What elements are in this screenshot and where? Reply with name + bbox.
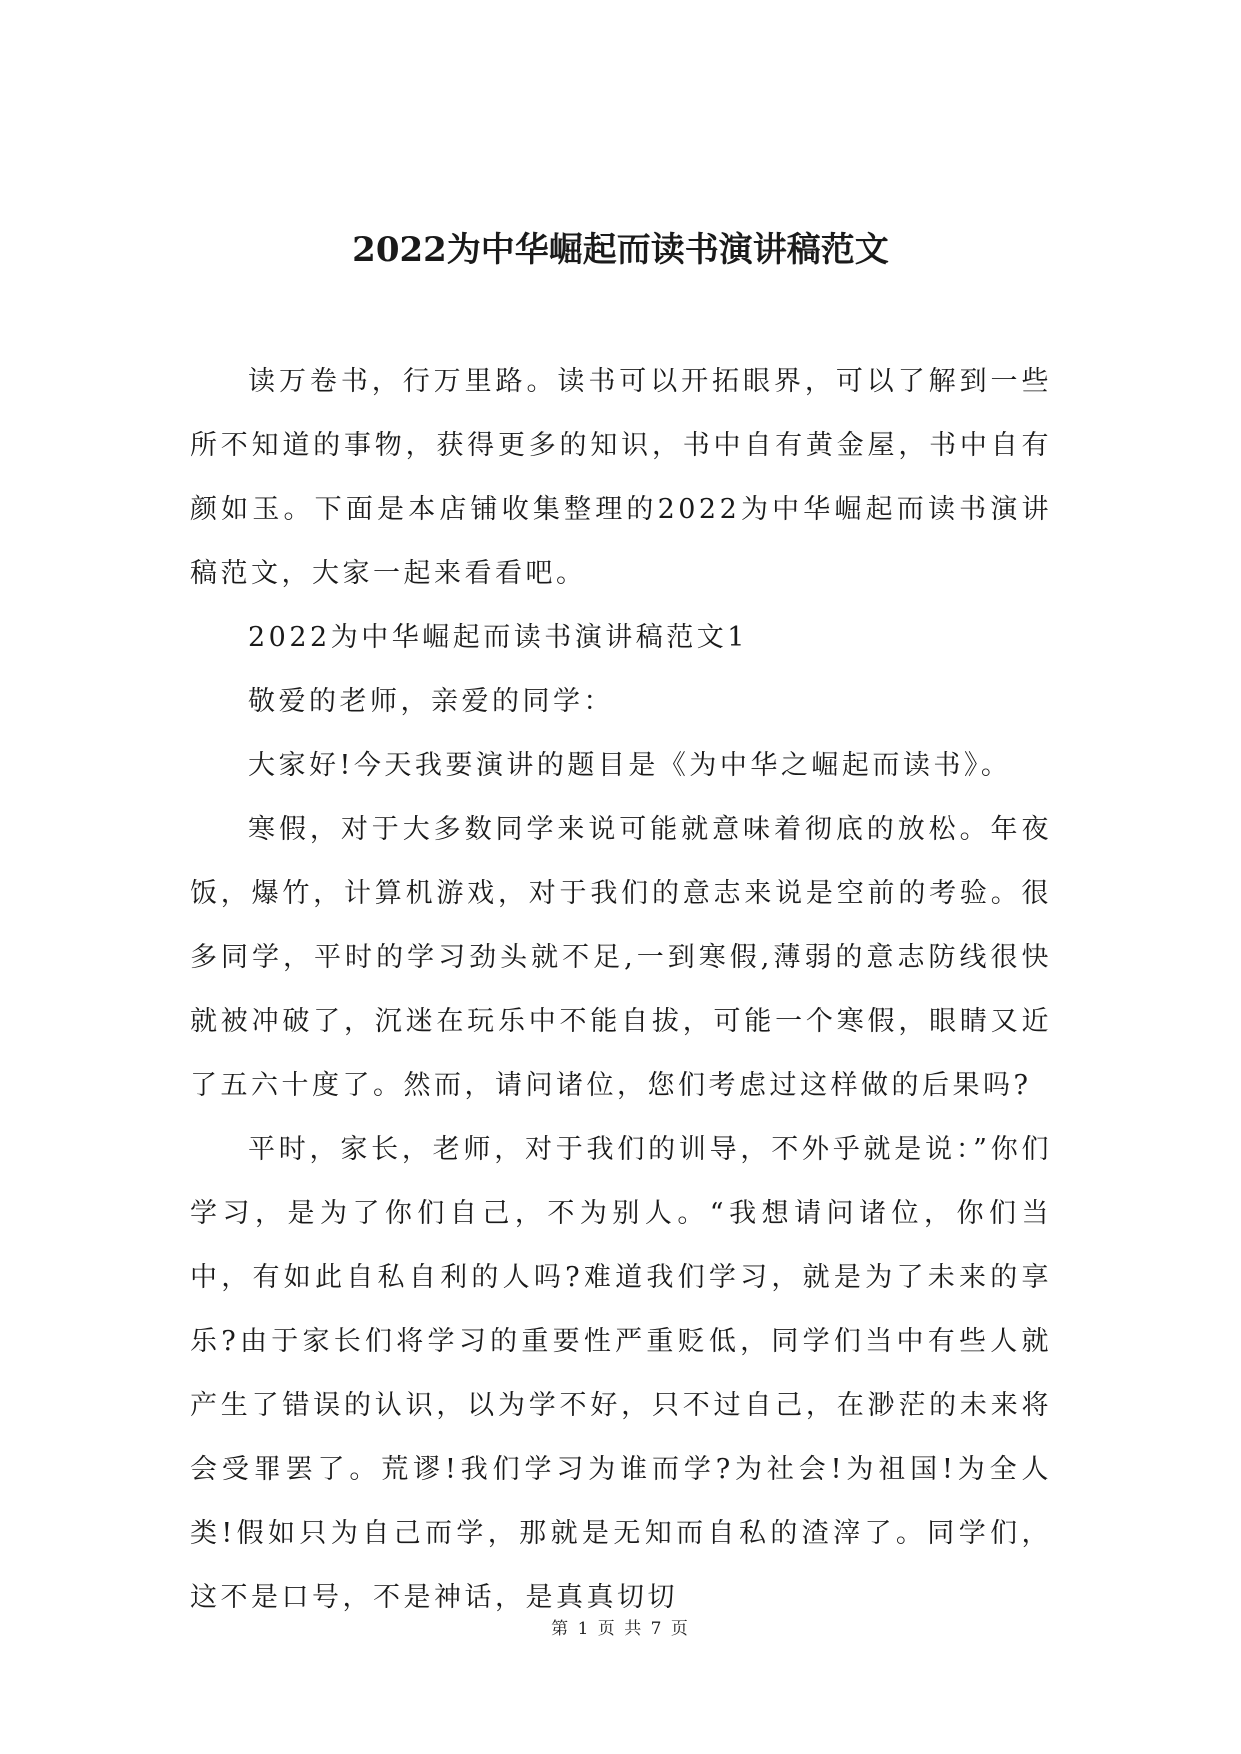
paragraph-why-study: 平时，家长，老师，对于我们的训导，不外乎就是说：”你们学习，是为了你们自己，不为别人。“我想请问诸位，你们当中，有如此自私自利的人吗?难道我们学习，就是为了未来的享乐?由于家长们将学习的重要性严重贬低，同学们当中有些人就产生了错误的认识，以为学不好，只不过自己，在渺茫的未来将会受罪罢了。荒谬!我们学习为谁而学?为社会!为祖国!为全人类!假如只为自己而学，那就是无知而自私的渣滓了。同学们，这不是口号，不是神话，是真真切切 bbox=[190, 1134, 1052, 1613]
page-number-footer: 第 1 页 共 7 页 bbox=[551, 1619, 690, 1639]
paragraph-section-heading: 2022为中华崛起而读书演讲稿范文1 bbox=[248, 622, 748, 653]
paragraph-greeting: 大家好!今天我要演讲的题目是《为中华之崛起而读书》。 bbox=[248, 750, 1012, 781]
document-body bbox=[190, 350, 1052, 1630]
paragraph-winter-break: 寒假，对于大多数同学来说可能就意味着彻底的放松。年夜饭，爆竹，计算机游戏，对于我们的意志来说是空前的考验。很多同学，平时的学习劲头就不足,一到寒假,薄弱的意志防线很快就被冲破了，沉迷在玩乐中不能自拔，可能一个寒假，眼睛又近了五六十度了。然而，请问诸位，您们考虑过这样做的后果吗? bbox=[190, 814, 1052, 1101]
paragraph-salutation: 敬爱的老师，亲爱的同学： bbox=[248, 686, 614, 717]
document-title: 2022为中华崛起而读书演讲稿范文 bbox=[352, 230, 889, 270]
paragraph-intro: 读万卷书，行万里路。读书可以开拓眼界，可以了解到一些所不知道的事物，获得更多的知识，书中自有黄金屋，书中自有颜如玉。下面是本店铺收集整理的2022为中华崛起而读书演讲稿范文，大家一起来看看吧。 bbox=[190, 366, 1052, 589]
